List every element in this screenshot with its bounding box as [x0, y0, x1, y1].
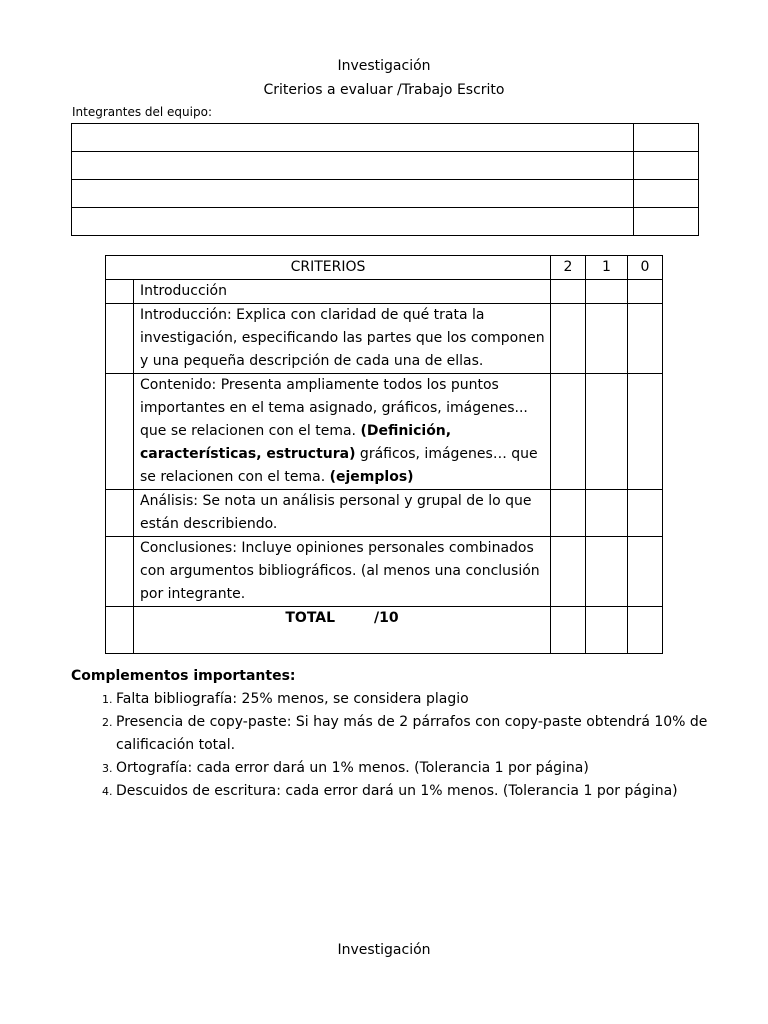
list-item: 4. Descuidos de escritura: cada error dará un 1% menos. (Tolerancia 1 por página) — [116, 780, 756, 803]
row-check-cell[interactable] — [106, 304, 134, 374]
score-1-cell[interactable] — [586, 280, 628, 304]
team-members-table — [71, 123, 699, 236]
score-2-header: 2 — [551, 256, 586, 280]
row-check-cell[interactable] — [106, 490, 134, 537]
team-member-grade-cell[interactable] — [634, 124, 699, 152]
score-2-cell[interactable] — [551, 607, 586, 654]
list-item: 3. Ortografía: cada error dará un 1% menos. (Tolerancia 1 por página) — [116, 757, 756, 780]
criterion-text: Análisis: Se nota un análisis personal y grupal de lo que están describiendo. — [134, 490, 551, 537]
list-item: 1. Falta bibliografía: 25% menos, se considera plagio — [116, 688, 756, 711]
score-1-cell[interactable] — [586, 490, 628, 537]
score-0-cell[interactable] — [628, 537, 663, 607]
rubric-row-introduccion — [106, 304, 663, 374]
team-member-row — [72, 124, 699, 152]
score-0-cell[interactable] — [628, 280, 663, 304]
team-member-name-cell[interactable] — [72, 124, 634, 152]
team-member-name-cell[interactable] — [72, 152, 634, 180]
next-page-title: Investigación — [337, 942, 431, 958]
score-0-cell[interactable] — [628, 374, 663, 490]
criterion-text: Conclusiones: Incluye opiniones personales combinados con argumentos bibliográficos. (al menos una conclusión por integrante. — [134, 537, 551, 607]
team-members-label: Integrantes del equipo: — [72, 105, 212, 119]
team-member-row — [72, 180, 699, 208]
score-1-cell[interactable] — [586, 607, 628, 654]
criteria-rubric-table — [105, 255, 663, 654]
rubric-row-introduccion-title — [106, 280, 663, 304]
row-check-cell[interactable] — [106, 537, 134, 607]
complementos-title: Complementos importantes: — [71, 668, 296, 684]
team-member-grade-cell[interactable] — [634, 180, 699, 208]
team-member-name-cell[interactable] — [72, 180, 634, 208]
score-0-cell[interactable] — [628, 490, 663, 537]
document-title: Investigación — [337, 58, 431, 74]
team-member-grade-cell[interactable] — [634, 152, 699, 180]
score-2-cell[interactable] — [551, 490, 586, 537]
score-1-cell[interactable] — [586, 304, 628, 374]
rubric-row-analisis — [106, 490, 663, 537]
criteria-header: CRITERIOS — [106, 256, 551, 280]
criterion-text — [134, 374, 551, 490]
rubric-row-conclusiones — [106, 537, 663, 607]
score-2-cell[interactable] — [551, 537, 586, 607]
rubric-header-row — [106, 256, 663, 280]
rubric-row-total — [106, 607, 663, 654]
row-check-cell[interactable] — [106, 607, 134, 654]
criterion-text: Introducción: Explica con claridad de qué trata la investigación, especificando las partes que los componen y una pequeña descripción de cada una de ellas. — [134, 304, 551, 374]
score-2-cell[interactable] — [551, 304, 586, 374]
complementos-list — [71, 688, 756, 803]
score-0-cell[interactable] — [628, 607, 663, 654]
team-member-row — [72, 208, 699, 236]
team-member-grade-cell[interactable] — [634, 208, 699, 236]
score-1-cell[interactable] — [586, 537, 628, 607]
team-member-row — [72, 152, 699, 180]
score-0-header: 0 — [628, 256, 663, 280]
list-item: 2. Presencia de copy-paste: Si hay más de 2 párrafos con copy-paste obtendrá 10% de calificación total. — [116, 711, 756, 757]
score-2-cell[interactable] — [551, 280, 586, 304]
rubric-row-contenido — [106, 374, 663, 490]
contenido-text-c: gráficos, imágenes… que se relacionen con el tema. — [140, 446, 538, 485]
contenido-text-b: (Definición, características, estructura) — [140, 423, 452, 462]
team-member-name-cell[interactable] — [72, 208, 634, 236]
contenido-text-a: Contenido: Presenta ampliamente todos los puntos importantes en el tema asignado, gráficos, imágenes... que se relacionen con el tema. — [140, 377, 528, 439]
document-subtitle: Criterios a evaluar /Trabajo Escrito — [263, 82, 505, 98]
contenido-text-d: (ejemplos) — [329, 469, 414, 485]
score-1-cell[interactable] — [586, 374, 628, 490]
score-0-cell[interactable] — [628, 304, 663, 374]
row-check-cell[interactable] — [106, 374, 134, 490]
score-1-header: 1 — [586, 256, 628, 280]
criterion-text: Introducción — [134, 280, 551, 304]
score-2-cell[interactable] — [551, 374, 586, 490]
total-label: TOTAL /10 — [134, 607, 551, 654]
row-check-cell[interactable] — [106, 280, 134, 304]
